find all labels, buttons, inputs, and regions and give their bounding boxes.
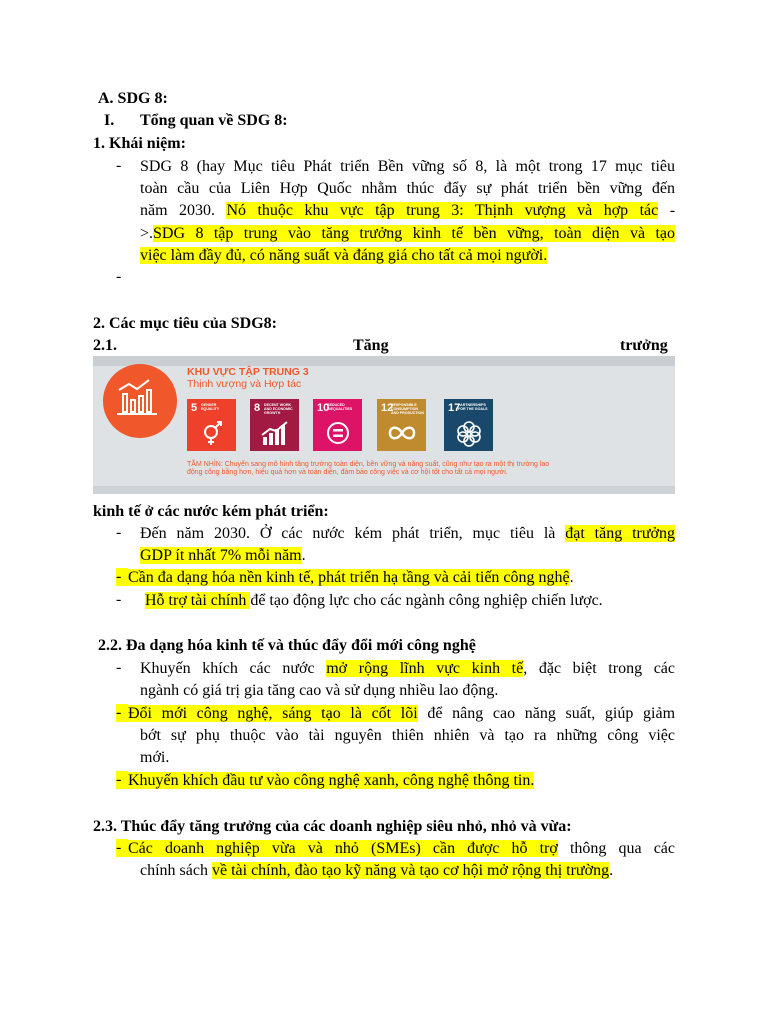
sdg-name: GENDER EQUALITY <box>201 403 220 411</box>
bullet-dash-highlight: - <box>116 704 128 722</box>
heading-1: 1. Khái niệm: <box>93 135 186 152</box>
s22-item1-line1 <box>140 659 675 679</box>
s22-item3-highlight <box>128 772 534 789</box>
bullet-dash-empty: - <box>116 268 122 285</box>
s22-item2-highlight <box>128 705 418 722</box>
s22-item1-tail: , đặc biệt trong các <box>523 660 675 677</box>
partnership-icon <box>455 418 483 448</box>
sdg-12-tile <box>377 399 426 451</box>
banner-subtitle: Thịnh vượng và Hợp tác <box>187 378 302 390</box>
bullet-dash-highlight: - <box>116 839 128 857</box>
bullet-dash-highlight: - <box>116 568 128 586</box>
para1-line4 <box>140 224 675 244</box>
sdg-number: 5 <box>191 402 198 414</box>
gender-icon <box>200 419 224 447</box>
para1-line2: toàn cầu của Liên Hợp Quốc nhằm thúc đẩy sự phát triển bền vững đến <box>140 180 675 197</box>
heading-21-word2: trưởng <box>620 337 668 354</box>
s23-item1-line2-highlight: về tài chính, đào tạo kỹ năng và tạo cơ hội mở rộng thị trường <box>211 862 610 879</box>
heading-a: A. SDG 8: <box>98 90 168 107</box>
s22-item2-tail: để nâng cao năng suất, giúp giảm <box>427 705 676 722</box>
sdg-10-tile <box>313 399 362 451</box>
banner-vision-line1: TẦM NHÌN: Chuyển sang mô hình tăng trưởng toàn diện, bền vững và năng suất, cũng như tạo ra một thị trường lao <box>187 461 550 468</box>
bullet-dash-highlight: - <box>116 771 128 789</box>
heading-21-word1: Tăng <box>353 337 389 354</box>
growth-chart-icon <box>260 419 290 447</box>
sdg-8-tile <box>250 399 299 451</box>
para1-line3-plain: năm 2030. <box>140 202 215 219</box>
s21-item2-text: Cần đa dạng hóa nền kinh tế, phát triển hạ tầng và cải tiến công nghệ <box>128 569 570 586</box>
s23-item1-line2-text: chính sách <box>140 862 208 879</box>
s21-item1-line2 <box>140 546 306 566</box>
s22-item3-text: Khuyến khích đầu tư vào công nghệ xanh, công nghệ thông tin. <box>128 772 535 789</box>
bullet-dash: - <box>116 659 122 676</box>
sdg-number: 12 <box>381 402 394 414</box>
sdg-name: RESPONSIBLE CONSUMPTION AND PRODUCTION <box>391 403 424 415</box>
heading-i: Tổng quan về SDG 8: <box>140 112 288 129</box>
para1-line3-highlight: Nó thuộc khu vực tập trung 3: Thịnh vượng và hợp tác <box>226 202 659 219</box>
s23-item1-line2-tail: . <box>609 862 614 879</box>
s21-item1-line1 <box>140 524 675 544</box>
s23-item1-tail: thông qua các <box>569 840 676 857</box>
para1-line3 <box>140 201 675 221</box>
infinity-icon <box>385 421 419 445</box>
s22-item2-line1 <box>128 704 675 724</box>
sdg-5-tile <box>187 399 236 451</box>
bullet-dash: - <box>116 524 122 541</box>
s21-item1-line2-tail: . <box>301 547 306 564</box>
s22-item1-line2: ngành có giá trị gia tăng cao và sử dụng nhiều lao động. <box>140 682 499 699</box>
sdg-17-tile <box>444 399 493 451</box>
s22-item1-text: Khuyến khích các nước <box>140 660 315 677</box>
s21-item3-text: Hỗ trợ tài chính <box>145 592 247 609</box>
bullet-dash: - <box>116 157 122 174</box>
sdg-name: DECENT WORK AND ECONOMIC GROWTH <box>264 403 293 415</box>
heading-23: 2.3. Thúc đẩy tăng trưởng của các doanh nghiệp siêu nhỏ, nhỏ và vừa: <box>93 818 572 835</box>
s21-item1-text: Đến năm 2030. Ở các nước kém phát triển, mục tiêu là <box>140 525 556 542</box>
s22-item2-line3: mới. <box>140 749 170 766</box>
s21-item3 <box>145 591 603 611</box>
s22-item2-text: Đổi mới công nghệ, sáng tạo là cốt lõi <box>128 705 418 722</box>
para1-line5 <box>140 246 547 266</box>
para1-line1: SDG 8 (hay Mục tiêu Phát triển Bền vững số 8, là một trong 17 mục tiêu <box>140 158 675 175</box>
s23-item1-highlight <box>128 840 558 857</box>
s21-item1-line2-highlight: GDP ít nhất 7% mỗi năm <box>140 547 302 564</box>
s21-item2-tail: . <box>569 569 574 586</box>
para1-line5-highlight: việc làm đầy đủ, có năng suất và đáng giá cho tất cả mọi người. <box>140 247 548 264</box>
sdg-name: PARTNERSHIPS FOR THE GOALS <box>458 403 488 411</box>
heading-22: 2.2. Đa dạng hóa kinh tế và thúc đẩy đổi mới công nghệ <box>98 637 476 654</box>
sdg-number: 10 <box>317 402 330 414</box>
s22-item1-highlight: mở rộng lĩnh vực kinh tế <box>326 660 524 677</box>
banner-vision-line2: động công bằng hơn, hiệu quả hơn và toàn diện, đảm bảo công việc và cơ hội tốt cho tất cả mọi người. <box>187 469 508 476</box>
s21-item2 <box>128 568 574 588</box>
para1-line3-tail: - <box>669 202 676 219</box>
heading-21-continuation: kinh tế ở các nước kém phát triển: <box>93 503 329 520</box>
heading-i-number: I. <box>104 112 115 129</box>
s22-item3 <box>128 771 534 791</box>
para1-line4-plain: >. <box>140 225 154 242</box>
sdg-name: REDUCED INEQUALITIES <box>327 403 353 411</box>
sdg-number: 8 <box>254 402 261 414</box>
s23-item1-line2 <box>140 861 613 881</box>
s21-item3-highlight <box>145 592 250 609</box>
banner-title: KHU VỰC TẬP TRUNG 3 <box>187 366 309 378</box>
s23-item1-text: Các doanh nghiệp vừa và nhỏ (SMEs) cần được hỗ trợ <box>128 840 558 857</box>
bullet-dash: - <box>116 591 122 608</box>
s21-item2-highlight <box>128 569 570 586</box>
s21-item1-highlight: đạt tăng trưởng <box>565 525 676 542</box>
sdg-number: 17 <box>448 402 461 414</box>
s23-item1-line1 <box>128 839 675 859</box>
heading-21-number: 2.1. <box>93 337 117 354</box>
equality-icon <box>325 419 351 447</box>
s21-item3-tail: để tạo động lực cho các ngành công nghiệp chiến lược. <box>250 592 603 609</box>
heading-2: 2. Các mục tiêu của SDG8: <box>93 315 277 332</box>
para1-line4-highlight: SDG 8 tập trung vào tăng trưởng kinh tế bền vững, toàn diện và tạo <box>153 225 675 242</box>
s22-item2-line2: bớt sự phụ thuộc vào tài nguyên thiên nhiên và tạo ra những công việc <box>140 727 675 744</box>
